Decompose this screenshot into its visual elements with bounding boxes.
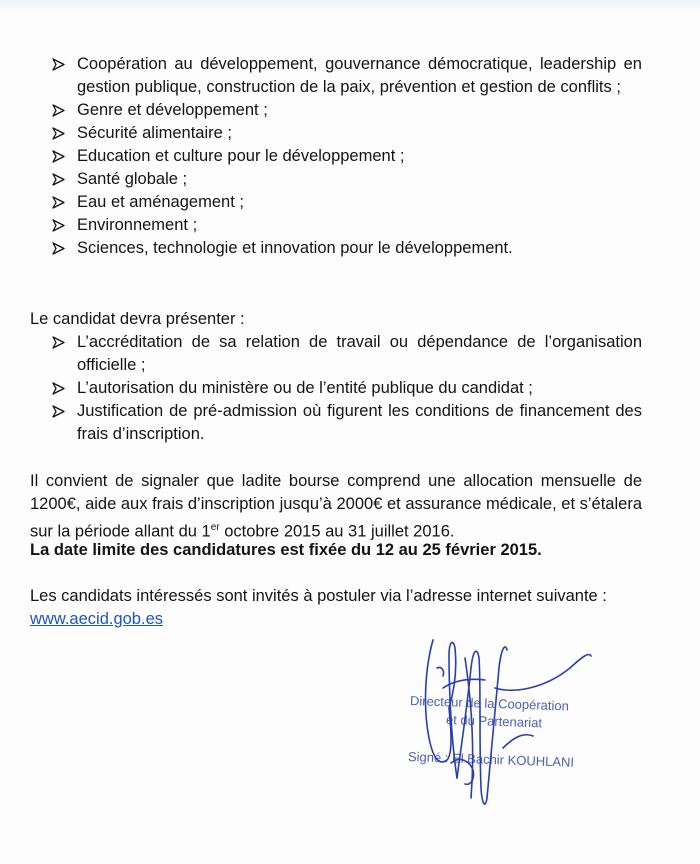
arrow-bullet-icon [52,127,65,140]
handwritten-signature [395,628,615,828]
signatory-title-line1: Directeur de la Coopération [409,693,570,714]
list-item [52,214,642,237]
list-item [52,168,642,191]
arrow-bullet-icon [52,382,65,395]
list-item [52,237,642,260]
list-item-text: Sciences, technologie et innovation pour le développement. [77,239,513,257]
ordinal-superscript: er [210,522,220,533]
signatory-title-line2: et du Partenariat [445,712,543,731]
scan-edge-shadow [0,0,700,14]
list-item-text: Eau et aménagement ; [77,193,244,211]
list-item [52,331,642,377]
list-item-text: Sécurité alimentaire ; [77,124,232,142]
arrow-bullet-icon [52,196,65,209]
list-item [52,377,642,400]
list-item [52,145,642,168]
requirements-intro: Le candidat devra présenter : [30,310,245,328]
list-item [52,122,642,145]
allowance-text: Il convient de signaler que ladite bourse comprend une allocation mensuelle de 1200€, aide aux frais d’inscription jusqu’à 2000€ et assurance médicale, et s’étalera sur la période allant du 1 [30,472,642,541]
list-item-text: Education et culture pour le développement ; [77,147,405,165]
arrow-bullet-icon [52,150,65,163]
arrow-bullet-icon [52,58,65,71]
thematic-areas-list [52,53,642,260]
list-item [52,191,642,214]
arrow-bullet-icon [52,242,65,255]
arrow-bullet-icon [52,104,65,117]
list-item [52,400,642,446]
arrow-bullet-icon [52,336,65,349]
arrow-bullet-icon [52,173,65,186]
arrow-bullet-icon [52,219,65,232]
list-item-text: L’autorisation du ministère ou de l’entité publique du candidat ; [77,379,533,397]
requirements-list [52,331,642,446]
list-item [52,99,642,122]
aecid-website-link[interactable]: www.aecid.gob.es [30,610,163,628]
list-item-text: Coopération au développement, gouvernance démocratique, leadership en gestion publique, construction de la paix, prévention et gestion de conflits ; [77,55,642,96]
list-item-text: Genre et développement ; [77,101,268,119]
deadline-notice: La date limite des candidatures est fixée du 12 au 25 février 2015. [30,541,542,559]
signatory-name: Signé : El Bachir KOUHLANI [407,749,575,770]
allowance-dates: octobre 2015 au 31 juillet 2016. [219,522,455,541]
list-item [52,53,642,99]
list-item-text: Environnement ; [77,216,198,234]
apply-instructions: Les candidats intéressés sont invités à postuler via l’adresse internet suivante : [30,587,607,605]
list-item-text: Santé globale ; [77,170,188,188]
arrow-bullet-icon [52,405,65,418]
list-item-text: L’accréditation de sa relation de travail ou dépendance de l’organisation officielle ; [77,333,642,374]
allowance-paragraph [30,470,642,544]
list-item-text: Justification de pré-admission où figurent les conditions de financement des frais d’inscription. [77,402,642,443]
